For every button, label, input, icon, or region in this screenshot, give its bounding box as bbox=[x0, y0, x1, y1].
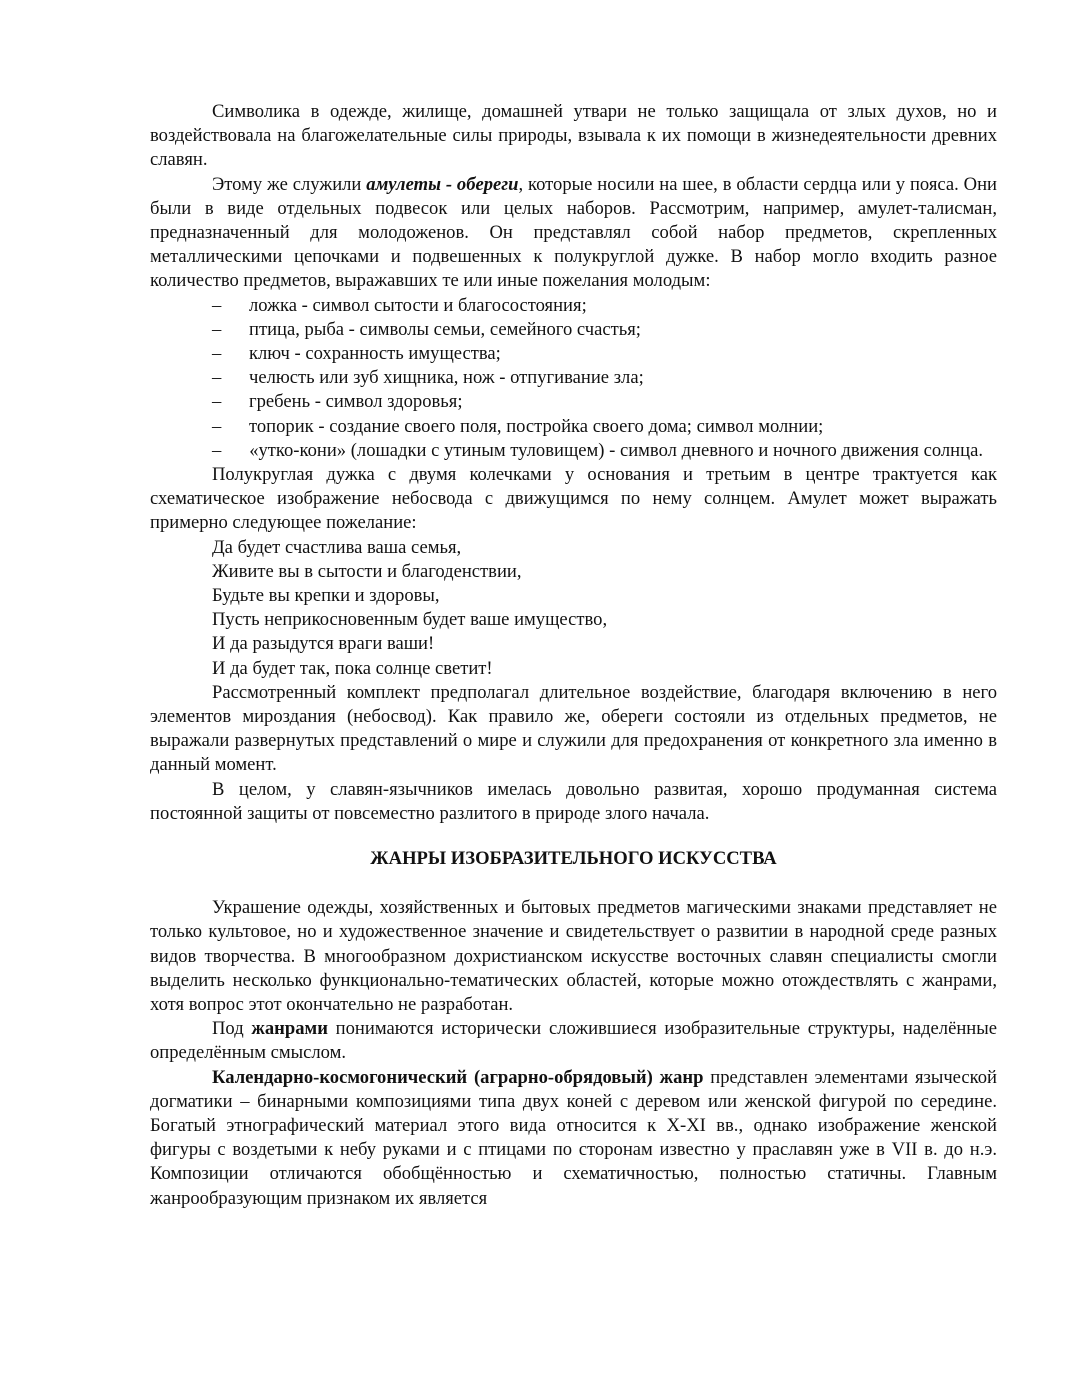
list-item-text: ложка - символ сытости и благосостояния; bbox=[249, 294, 587, 316]
wish-verse bbox=[150, 536, 997, 681]
list-item-text: гребень - символ здоровья; bbox=[249, 391, 463, 413]
term-amulets: амулеты - обереги bbox=[366, 173, 519, 195]
list-item-last bbox=[150, 439, 997, 463]
list-dash: – bbox=[212, 343, 222, 365]
term-genres: жанрами bbox=[251, 1018, 328, 1040]
paragraph-calendar-genre bbox=[150, 1066, 997, 1211]
paragraph-genres-after: понимаются исторически сложившиеся изобразительные структуры, наделённые определённым смыслом. bbox=[150, 1018, 997, 1064]
paragraph-arc: Полукруглая дужка с двумя колечками у основания и третьим в центре трактуется как схематическое изображение небосвода с движущимся по нему солнцем. Амулет может выражать примерно следующее пожелание: bbox=[150, 464, 997, 534]
list-item bbox=[150, 415, 997, 439]
paragraph-decoration: Украшение одежды, хозяйственных и бытовых предметов магическими знаками представляет не только культовое, но и художественное значение и свидетельствует о развитии в народной среде разных видов творчества. В многообразном дохристианском искусстве восточных славян специалисты смогли выделить несколько функционально-тематических областей, которые можно отождествлять с жанрами, хотя вопрос этот окончательно не разработан. bbox=[150, 897, 997, 1015]
list-item bbox=[150, 318, 997, 342]
list-item-text: «утко-кони» (лошадки с утиным туловищем) - символ дневного и ночного движения солнца. bbox=[249, 439, 983, 461]
amulet-items-list bbox=[150, 294, 997, 439]
section-title: ЖАНРЫ ИЗОБРАЗИТЕЛЬНОГО ИСКУССТВА bbox=[370, 848, 777, 870]
list-item-text: ключ - сохранность имущества; bbox=[249, 343, 501, 365]
list-dash: – bbox=[212, 294, 222, 316]
list-dash: – bbox=[212, 439, 222, 461]
paragraph-set: Рассмотренный комплект предполагал длительное воздействие, благодаря включению в него элементов мироздания (небосвод). Как правило же, обереги состояли из отдельных предметов, не выражали развернутых представлений о мире и служили для предохранения от конкретного зла именно в данный момент. bbox=[150, 681, 997, 776]
list-dash: – bbox=[212, 367, 222, 389]
list-item-text: птица, рыба - символы семьи, семейного счастья; bbox=[249, 318, 641, 340]
list-dash: – bbox=[212, 318, 222, 340]
list-item bbox=[150, 390, 997, 414]
list-item bbox=[150, 366, 997, 390]
list-item-text: топорик - создание своего поля, постройка своего дома; символ молнии; bbox=[249, 415, 824, 437]
verse-line: Будьте вы крепки и здоровы, bbox=[212, 585, 440, 607]
verse-line: Живите вы в сытости и благоденствии, bbox=[212, 560, 522, 582]
paragraph-summary: В целом, у славян-язычников имелась довольно развитая, хорошо продуманная система постоянной защиты от повсеместно разлитого в природе злого начала. bbox=[150, 778, 997, 824]
verse-line: И да разыдутся враги ваши! bbox=[212, 633, 435, 655]
paragraph-calendar-genre-after: представлен элементами языческой догматики – бинарными композициями типа двух коней с деревом или женской фигурой по середине. Богатый этнографический материал этого вида относится к X-XI вв., однако изображение женской фигуры с воздетыми к небу руками и с птицами по сторонам известно у праславян уже в VII в. до н.э. Композиции отличаются обобщённостью и схематичностью, полностью статичны. Главным жанрообразующим признаком их является bbox=[150, 1066, 997, 1209]
paragraph-genres-before: Под bbox=[212, 1018, 252, 1040]
verse-line: Да будет счастлива ваша семья, bbox=[212, 536, 462, 558]
paragraph-genres bbox=[150, 1017, 997, 1065]
verse-line: И да будет так, пока солнце светит! bbox=[212, 657, 493, 679]
list-item bbox=[150, 342, 997, 366]
paragraph-amulets bbox=[150, 173, 997, 294]
paragraph-symbolism: Символика в одежде, жилище, домашней утвари не только защищала от злых духов, но и воздействовала на благожелательные силы природы, взывала к их помощи в жизнедеятельности древних славян. bbox=[150, 101, 997, 171]
list-item bbox=[150, 294, 997, 318]
paragraph-amulets-after: , которые носили на шее, в области сердца или у пояса. Они были в виде отдельных подвесок или целых наборов. Рассмотрим, например, амулет-талисман, предназначенный для молодоженов. Он представлял собой набор предметов, скрепленных металлическими цепочками и подвешенных к полукруглой дужке. В набор могло входить разное количество предметов, выражавших те или иные пожелания молодым: bbox=[150, 173, 997, 292]
list-dash: – bbox=[212, 415, 222, 437]
document-page bbox=[150, 100, 997, 1211]
list-dash: – bbox=[212, 391, 222, 413]
list-item-text: челюсть или зуб хищника, нож - отпугивание зла; bbox=[249, 367, 644, 389]
term-calendar-genre: Календарно-космогонический (аграрно-обрядовый) жанр bbox=[212, 1066, 704, 1088]
paragraph-amulets-before: Этому же служили bbox=[212, 173, 367, 195]
verse-line: Пусть неприкосновенным будет ваше имущество, bbox=[212, 609, 608, 631]
